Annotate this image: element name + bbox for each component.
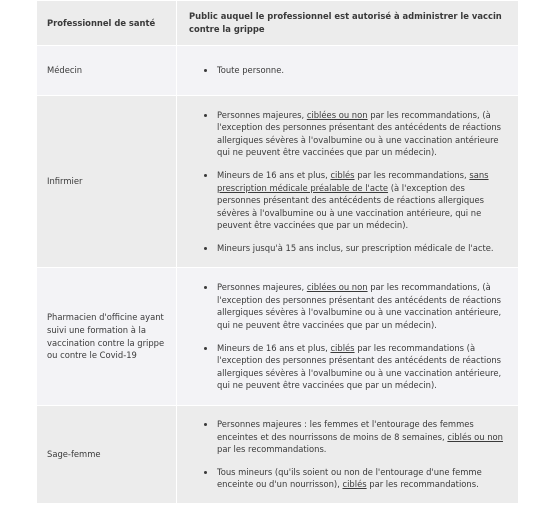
list-item: Personnes majeures : les femmes et l'entourage des femmes enceintes et des nourrissons de moins de 8 semaines, ciblés ou non par les recommandations.	[217, 418, 508, 456]
public-cell	[177, 406, 519, 504]
vaccination-table	[36, 0, 519, 504]
link-sans-prescription[interactable]: sans prescription médicale préalable de l'acte	[217, 169, 489, 193]
professional-cell: Infirmier	[37, 96, 177, 268]
link-cibles[interactable]: ciblés	[330, 342, 355, 353]
table-header-row	[37, 1, 519, 46]
list-item: Mineurs jusqu'à 15 ans inclus, sur prescription médicale de l'acte.	[217, 242, 508, 255]
public-list	[191, 281, 508, 392]
header-professional: Professionnel de santé	[37, 1, 177, 46]
public-list	[191, 418, 508, 491]
link-ciblees-ou-non[interactable]: ciblées ou non	[306, 282, 368, 293]
table-row	[37, 268, 519, 406]
table-row	[37, 46, 519, 96]
link-cibles[interactable]: ciblés	[342, 479, 367, 490]
link-cibles[interactable]: ciblés	[330, 169, 355, 180]
public-list	[191, 64, 508, 77]
list-item: Mineurs de 16 ans et plus, ciblés par les recommandations (à l'exception des personnes présentant des antécédents de réactions allergiques sévères à l'ovalbumine ou à une vaccination antérieure, qui ne peuvent être vaccinées que par un médecin).	[217, 342, 508, 392]
professional-cell: Pharmacien d'officine ayant suivi une formation à la vaccination contre la grippe ou contre le Covid-19	[37, 268, 177, 406]
list-item: Tous mineurs (qu'ils soient ou non de l'entourage d'une femme enceinte ou d'un nourrisson), ciblés par les recommandations.	[217, 466, 508, 491]
professional-cell: Médecin	[37, 46, 177, 96]
table-row	[37, 96, 519, 268]
list-item: Toute personne.	[217, 64, 508, 77]
professional-cell: Sage-femme	[37, 406, 177, 504]
list-item: Personnes majeures, ciblées ou non par les recommandations, (à l'exception des personnes présentant des antécédents de réactions allergiques sévères à l'ovalbumine ou à une vaccination antérieure qui ne peuvent être vaccinées que par un médecin).	[217, 109, 508, 159]
public-list	[191, 109, 508, 255]
list-item: Personnes majeures, ciblées ou non par les recommandations, (à l'exception des personnes présentant des antécédents de réactions allergiques sévères à l'ovalbumine ou à une vaccination antérieure, qui ne peuvent être vaccinées que par un médecin).	[217, 281, 508, 331]
table-row	[37, 406, 519, 504]
public-cell	[177, 96, 519, 268]
public-cell	[177, 46, 519, 96]
link-ciblees-ou-non[interactable]: ciblées ou non	[306, 109, 368, 120]
list-item: Mineurs de 16 ans et plus, ciblés par les recommandations, sans prescription médicale préalable de l'acte (à l'exception des personnes présentant des antécédents de réactions allergiques sévères à l'ovalbumine ou à une vaccination antérieure, qui ne peuvent être vaccinées que par un médecin).	[217, 169, 508, 232]
header-public: Public auquel le professionnel est autorisé à administrer le vaccin contre la grippe	[177, 1, 519, 46]
public-cell	[177, 268, 519, 406]
link-cibles-ou-non[interactable]: ciblés ou non	[447, 431, 503, 442]
